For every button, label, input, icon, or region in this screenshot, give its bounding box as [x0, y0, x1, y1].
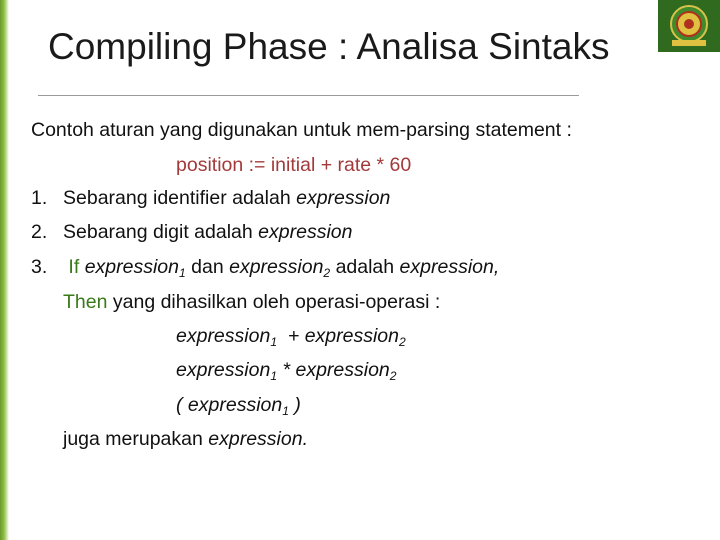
rule-2-emphasis: expression — [258, 221, 353, 243]
rule-1 — [31, 186, 390, 210]
rule-3-if: If — [68, 256, 80, 278]
conclusion-expression: expression. — [208, 428, 308, 450]
conclusion-text: juga merupakan — [63, 428, 203, 450]
university-seal-icon — [658, 0, 720, 52]
operation-plus: expression$_1$ + expression$_2$ — [176, 325, 406, 350]
operation-multiply: expression$_1$ * expression$_2$ — [176, 359, 397, 384]
left-accent-bar — [0, 0, 9, 540]
rule-3-number: 3. — [31, 256, 48, 278]
rule-2 — [31, 220, 352, 244]
rule-2-number: 2. — [31, 221, 48, 243]
parsing-statement: position := initial + rate * 60 — [176, 154, 412, 176]
rule-3-then-line — [63, 290, 440, 314]
title-divider — [38, 95, 579, 96]
rule-1-emphasis: expression — [296, 187, 391, 209]
rule-1-number: 1. — [31, 187, 48, 209]
operation-parentheses: ( expression$_1$ ) — [176, 394, 301, 419]
conclusion-line — [63, 427, 308, 451]
rule-3-dan: dan — [191, 256, 224, 278]
rule-3-adalah: adalah — [335, 256, 395, 278]
intro-text: Contoh aturan yang digunakan untuk mem-parsing statement : — [31, 119, 572, 141]
rule-3-then-text: yang dihasilkan oleh operasi-operasi : — [112, 291, 441, 313]
rule-3-expression: expression, — [399, 256, 500, 278]
rule-3-expr-1: expression$_1$ — [84, 256, 186, 281]
rule-3-expr-2: expression$_2$ — [229, 256, 331, 281]
page-title: Compiling Phase : Analisa Sintaks — [48, 26, 610, 67]
rule-3-then: Then — [63, 291, 108, 313]
rule-3 — [31, 255, 499, 279]
rule-2-text: Sebarang digit adalah — [63, 221, 253, 243]
rule-1-text: Sebarang identifier adalah — [63, 187, 291, 209]
